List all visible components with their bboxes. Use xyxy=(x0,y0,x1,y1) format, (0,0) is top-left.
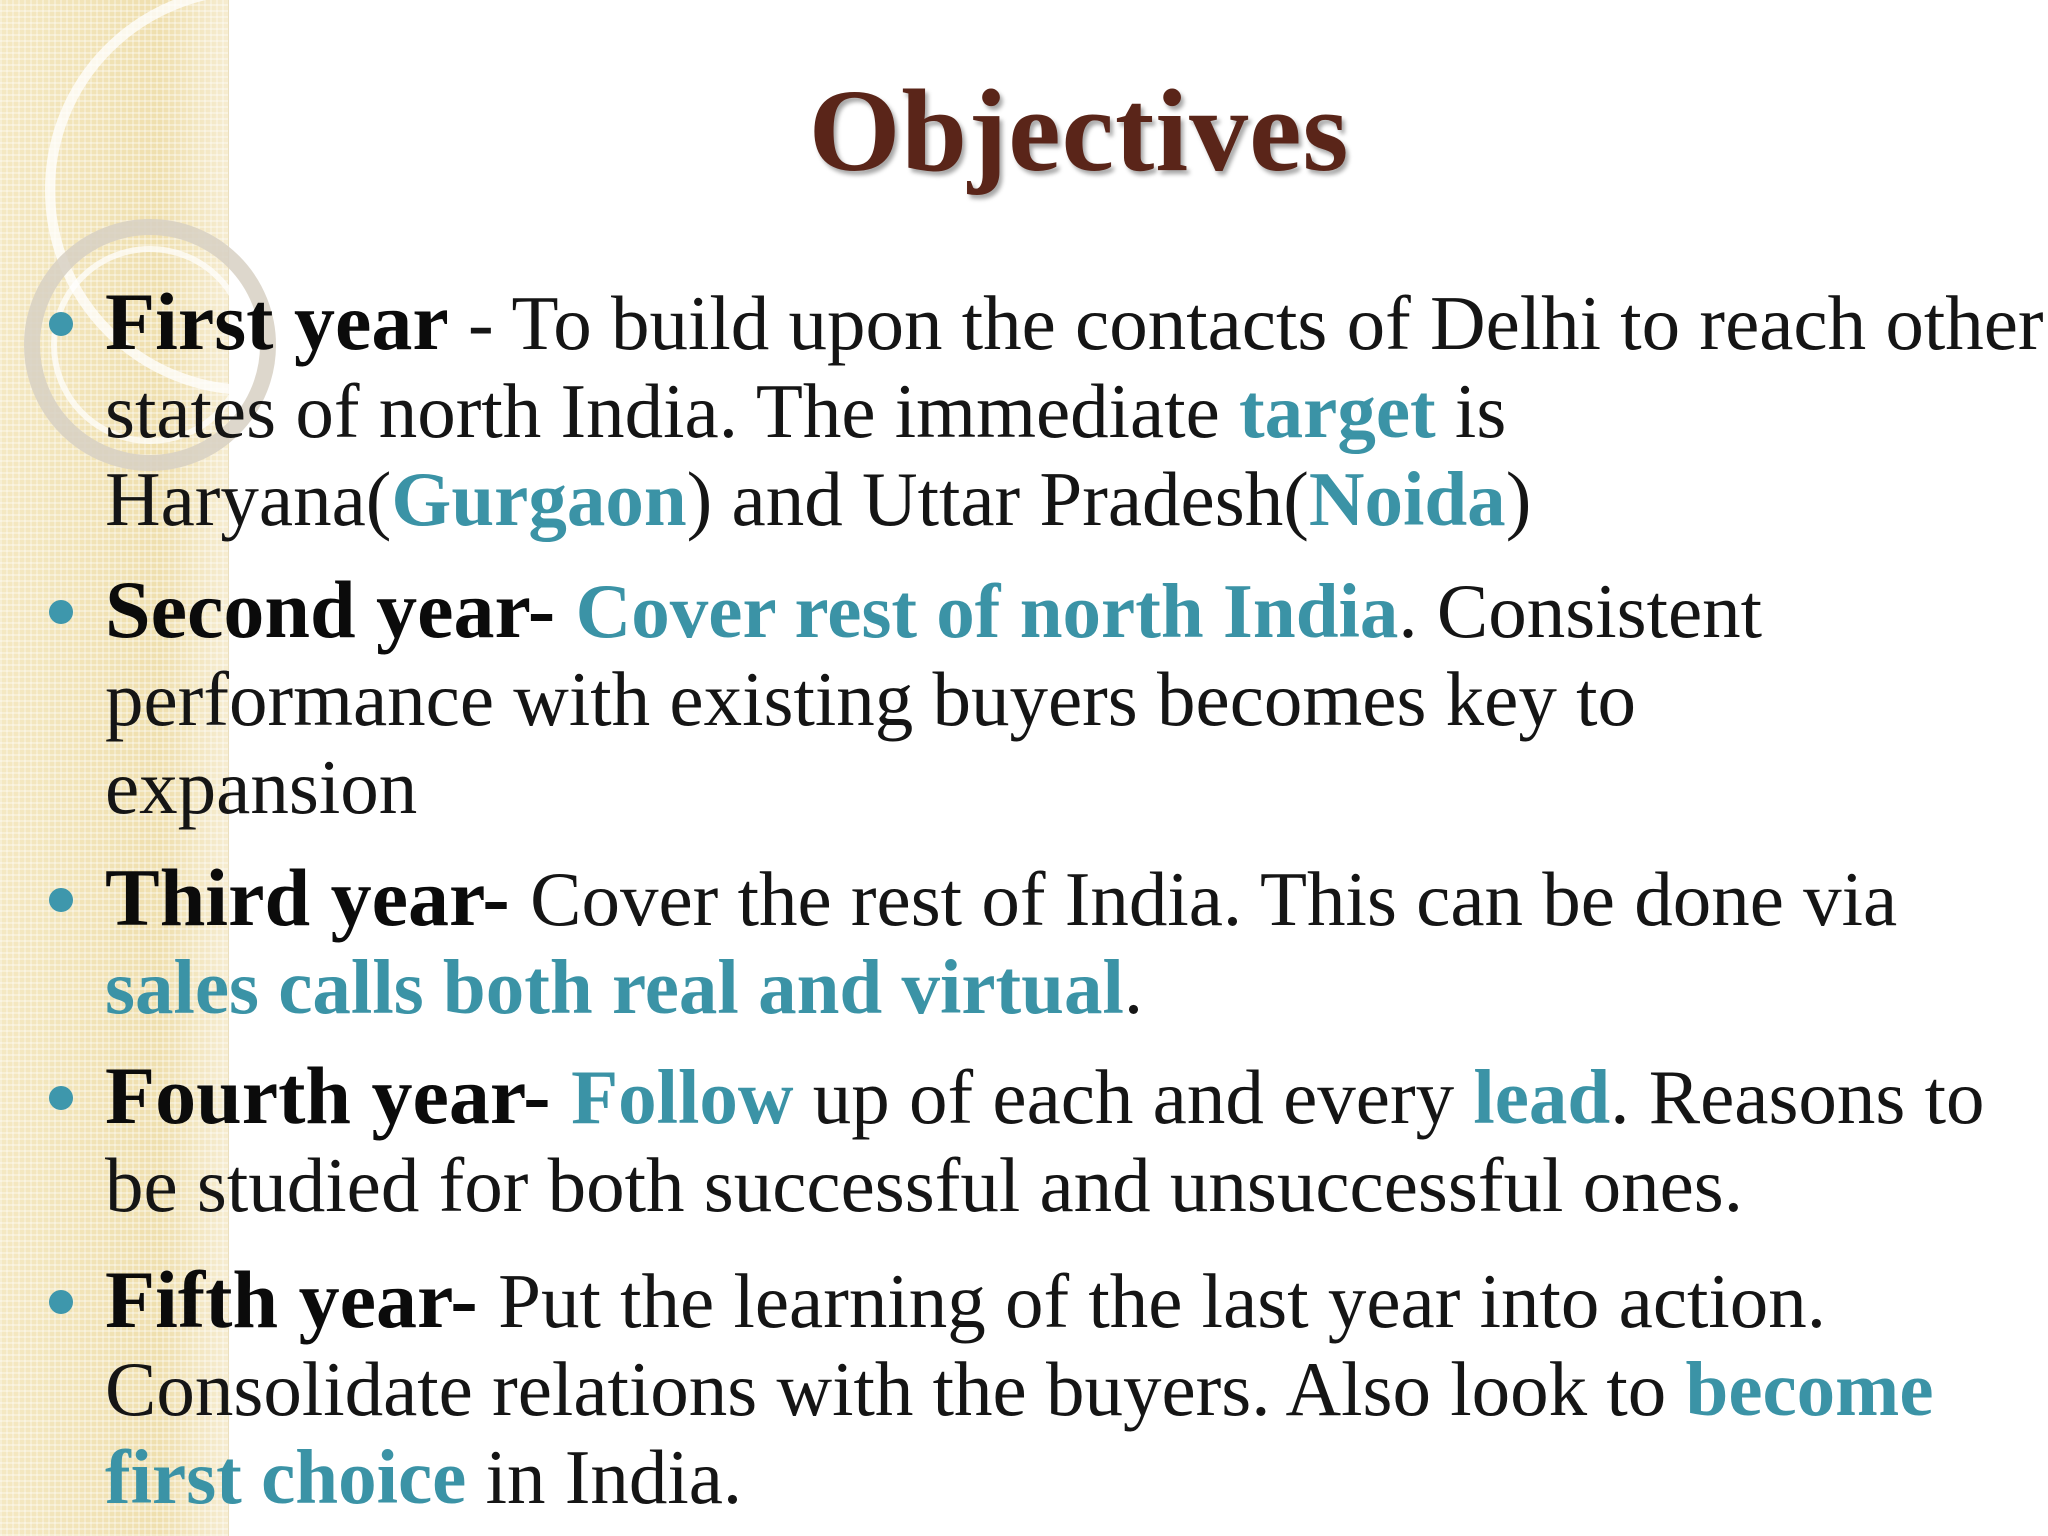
highlight-text: Gurgaon xyxy=(391,456,687,542)
bullet-icon xyxy=(49,312,73,336)
highlight-text: target xyxy=(1239,368,1436,454)
list-item-second-year xyxy=(105,566,1935,831)
highlight-text: Cover rest of north India xyxy=(575,568,1399,654)
item-text: ) xyxy=(1505,456,1532,542)
highlight-text: lead xyxy=(1473,1054,1611,1140)
list-item-third-year xyxy=(105,854,2045,1031)
highlight-text: Follow xyxy=(571,1054,794,1140)
item-text: . xyxy=(1123,944,1144,1030)
list-item-first-year xyxy=(105,278,2045,543)
bullet-icon xyxy=(49,1290,73,1314)
list-item-fourth-year xyxy=(105,1052,2045,1229)
item-text: ) and Uttar Pradesh( xyxy=(686,456,1309,542)
item-text: . Consistent performance with existing buyers becomes key to expansion xyxy=(105,568,1763,830)
item-text: is Haryana( xyxy=(105,368,1507,542)
item-text: Put the learning of the last year into action. Consolidate relations with the buyers. Also look to xyxy=(105,1258,1827,1432)
item-text: up of each and every xyxy=(793,1054,1474,1140)
highlight-text: become first choice xyxy=(105,1346,1934,1520)
item-text: Cover the rest of India. This can be done via xyxy=(530,856,1898,942)
item-heading: Fifth year- xyxy=(105,1254,499,1345)
item-heading: Third year- xyxy=(105,852,531,943)
item-text: - To build upon the contacts of Delhi to reach other states of north India. The immediate xyxy=(105,280,2044,454)
bullet-icon xyxy=(49,600,73,624)
list-item-fifth-year xyxy=(105,1256,2045,1521)
bullet-icon xyxy=(49,888,73,912)
item-heading: First year xyxy=(105,276,449,367)
highlight-text: Noida xyxy=(1308,456,1506,542)
item-text: . Reasons to be studied for both successful and unsuccessful ones. xyxy=(105,1054,1985,1228)
item-text: in India. xyxy=(466,1434,743,1520)
slide-title: Objectives xyxy=(808,65,1350,196)
item-heading: Second year- xyxy=(105,564,576,655)
highlight-text: sales calls both real and virtual xyxy=(105,944,1124,1030)
item-heading: Fourth year- xyxy=(105,1050,572,1141)
bullet-icon xyxy=(49,1086,73,1110)
